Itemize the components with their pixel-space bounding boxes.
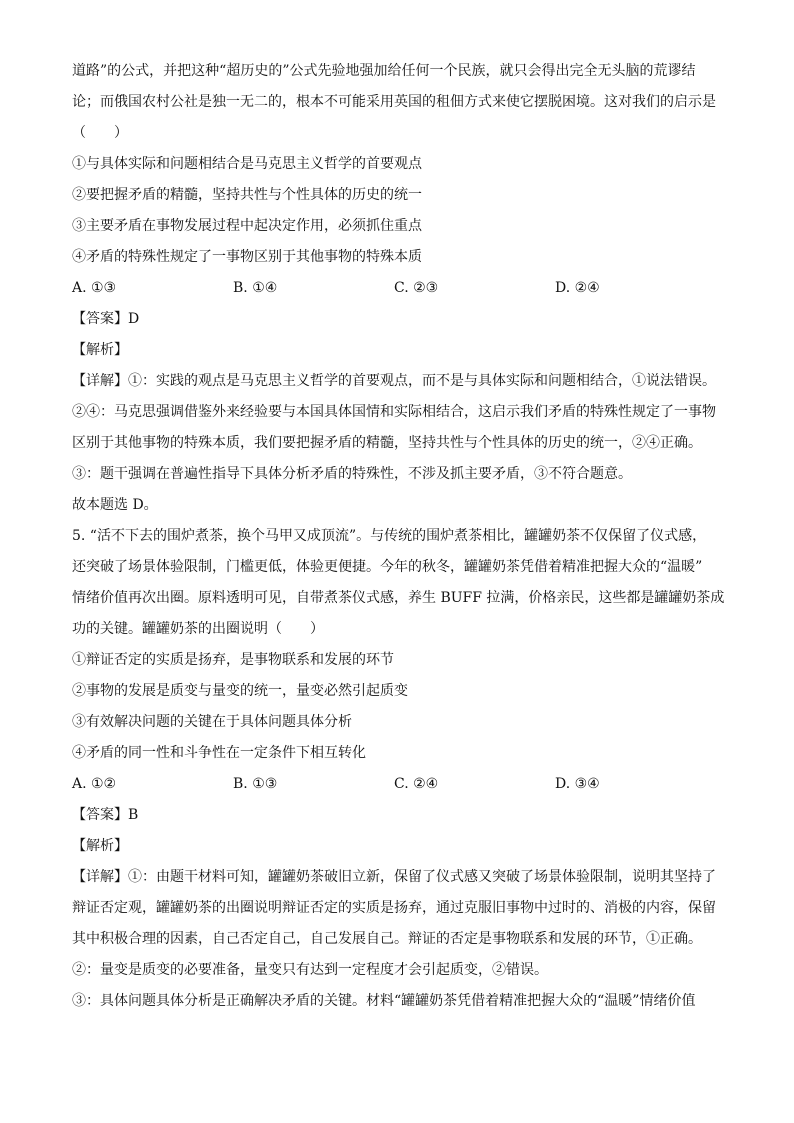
q4-option-d: D. ②④ [555,280,600,296]
q4-stem-line: 道路”的公式，并把这种“超历史的”公式先验地强加给任何一个民族，就只会得出完全无头脑的荒谬结 [72,63,696,79]
q4-analysis-line: 故本题选 D。 [72,497,158,513]
q5-options [72,773,722,795]
q5-analysis-line: ②：量变是质变的必要准备，量变只有达到一定程度才会引起质变，②错误。 [72,962,548,978]
q4-analysis-para [72,370,722,392]
q4-stem-line: （ ） [72,125,128,141]
q5-option-d: D. ③④ [555,776,600,792]
q5-statement: ①辩证否定的实质是扬弃，是事物联系和发展的环节 [72,652,394,668]
q4-analysis-para [72,401,722,454]
q4-statement: ②要把握矛盾的精髓，坚持共性与个性具体的历史的统一 [72,187,422,203]
q5-option-c: C. ②④ [394,776,439,792]
q5-analysis-line: 其中积极合理的因素，自己否定自己，自己发展自己。辩证的否定是事物联系和发展的环节，①正确。 [72,931,702,947]
q4-stem [72,60,722,144]
q5-stem-line: 情绪价值再次出圈。原料透明可见，自带煮茶仪式感，养生 BUFF 拉满，价格亲民，这些都是罐罐奶茶成 [72,590,725,606]
q4-statement: ④矛盾的特殊性规定了一事物区别于其他事物的特殊本质 [72,249,422,265]
q4-analysis-line: ③：题干强调在普遍性指导下具体分析矛盾的特殊性，不涉及抓主要矛盾，③不符合题意。 [72,466,632,482]
q4-analysis-line: 区别于其他事物的特殊本质，我们要把握矛盾的精髓，坚持共性与个性具体的历史的统一，②④正确。 [72,435,702,451]
q5-stem [72,525,725,640]
q5-option-b: B. ①③ [233,776,278,792]
q5-stem-line: 5. “活不下去的围炉煮茶，换个马甲又成顶流”。与传统的围炉煮茶相比，罐罐奶茶不仅保留了仪式感， [72,528,707,544]
q5-stem-line: 还突破了场景体验限制，门槛更低，体验更便捷。今年的秋冬，罐罐奶茶凭借着精准把握大众的“温暖” [72,559,703,575]
q4-statement: ①与具体实际和问题相结合是马克思主义哲学的首要观点 [72,156,422,172]
q5-statement: ④矛盾的同一性和斗争性在一定条件下相互转化 [72,745,366,761]
q5-analysis-para [72,866,722,950]
q4-option-c: C. ②③ [394,280,439,296]
q5-stem-line: 功的关键。罐罐奶茶的出圈说明（ ） [72,621,324,637]
q4-option-a: A. ①③ [72,280,117,296]
q5-answer: 【答案】B [72,807,139,823]
q4-analysis-line: 【详解】①：实践的观点是马克思主义哲学的首要观点，而不是与具体实际和问题相结合，①说法错误。 [72,373,716,389]
q5-analysis-para [72,959,722,981]
q4-analysis-para [72,463,722,485]
q4-options [72,277,722,299]
q4-analysis-line: ②④：马克思强调借鉴外来经验要与本国具体国情和实际相结合，这启示我们矛盾的特殊性规定了一事物 [72,404,716,420]
q4-analysis-para [72,494,722,516]
q5-statement: ②事物的发展是质变与量变的统一，量变必然引起质变 [72,683,408,699]
q4-analysis-label: 【解析】 [72,342,128,358]
q5-option-a: A. ①② [72,776,117,792]
q5-analysis-line: ③：具体问题具体分析是正确解决矛盾的关键。材料“罐罐奶茶凭借着精准把握大众的“温暖”情绪价值 [72,993,696,1009]
q4-answer: 【答案】D [72,311,140,327]
q5-analysis-label: 【解析】 [72,838,128,854]
q5-analysis-para [72,990,722,1012]
q4-option-b: B. ①④ [233,280,278,296]
q4-stem-line: 论；而俄国农村公社是独一无二的，根本不可能采用英国的租佃方式来使它摆脱困境。这对我们的启示是 [72,94,716,110]
q4-statement: ③主要矛盾在事物发展过程中起决定作用，必须抓住重点 [72,218,422,234]
q5-analysis-line: 辩证否定观，罐罐奶茶的出圈说明辩证否定的实质是扬弃，通过克服旧事物中过时的、消极的内容，保留 [72,900,716,916]
q5-statement: ③有效解决问题的关键在于具体问题具体分析 [72,714,352,730]
q5-analysis-line: 【详解】①：由题干材料可知，罐罐奶茶破旧立新，保留了仪式感又突破了场景体验限制，说明其坚持了 [72,869,716,885]
